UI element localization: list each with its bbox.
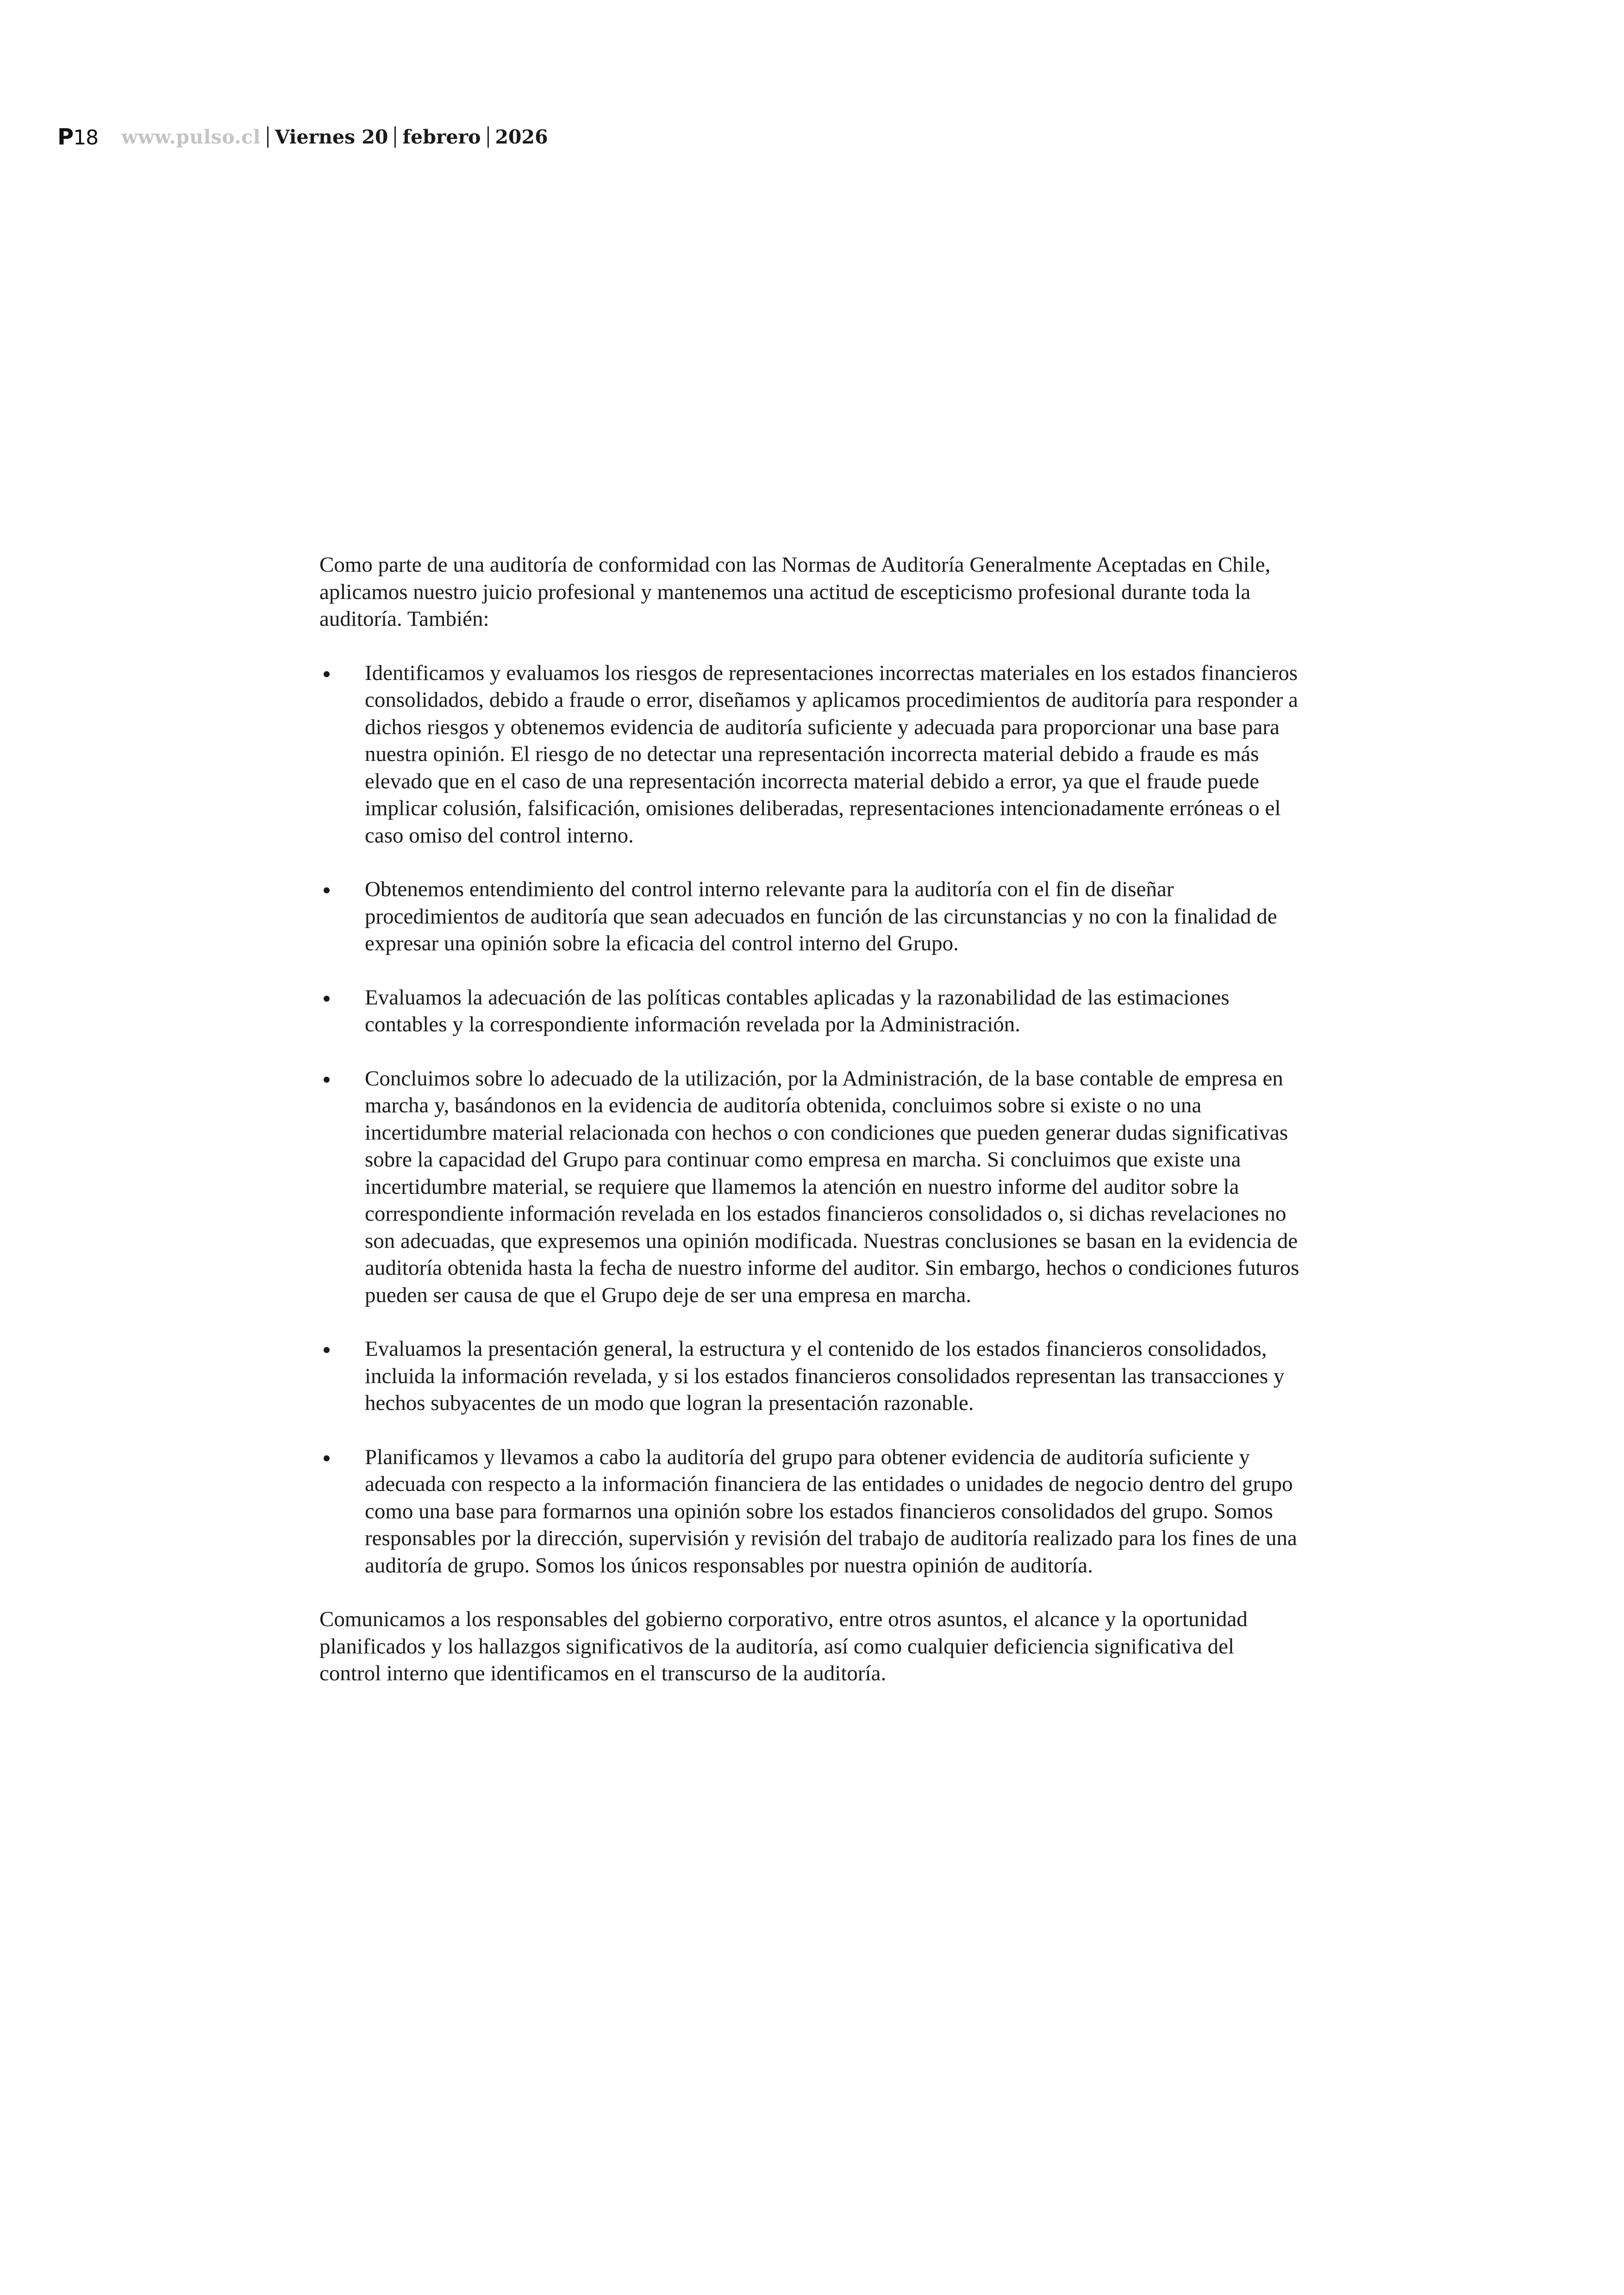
bullet-item: Identificamos y evaluamos los riesgos de representaciones incorrectas materiales en los estados financieros consolidados, debido a fraude o error, diseñamos y aplicamos procedimientos de auditoría para responder a dichos riesgos y obtenemos evidencia de auditoría suficiente y adecuada para proporcionar una base para nuestra opinión. El riesgo de no detectar una representación incorrecta material debido a fraude es más elevado que en el caso de una representación incorrecta material debido a error, ya que el fraude puede implicar colusión, falsificación, omisiones deliberadas, representaciones intencionadamente erróneas o el caso omiso del control interno. (319, 660, 1301, 849)
closing-paragraph: Comunicamos a los responsables del gobierno corporativo, entre otros asuntos, el alcance y la oportunidad planificados y los hallazgos significativos de la auditoría, así como cualquier deficiencia significativa del control interno que identificamos en el transcurso de la auditoría. (319, 1607, 1248, 1685)
bullet-item: Planificamos y llevamos a cabo la auditoría del grupo para obtener evidencia de auditoría suficiente y adecuada con respecto a la información financiera de las entidades o unidades de negocio dentro del grupo como una base para formarnos una opinión sobre los estados financieros consolidados del grupo. Somos responsables por la dirección, supervisión y revisión del trabajo de auditoría realizado para los fines de una auditoría de grupo. Somos los únicos responsables por nuestra opinión de auditoría. (319, 1444, 1301, 1579)
page-letter: P (57, 124, 74, 150)
bullet-item: Obtenemos entendimiento del control interno relevante para la auditoría con el fin de diseñar procedimientos de auditoría que sean adecuados en función de las circunstancias y no con la finalidad de expresar una opinión sobre la eficacia del control interno del Grupo. (319, 876, 1301, 957)
page-header (57, 124, 548, 150)
header-day: Viernes 20 (275, 126, 388, 148)
header-year: 2026 (495, 126, 548, 148)
intro-paragraph: Como parte de una auditoría de conformidad con las Normas de Auditoría Generalmente Aceptadas en Chile, aplicamos nuestro juicio profesional y mantenemos una actitud de escepticismo profesional durante toda la auditoría. También: (319, 553, 1271, 631)
page-number (57, 124, 98, 150)
bullet-item: Evaluamos la presentación general, la estructura y el contenido de los estados financieros consolidados, incluida la información revelada, y si los estados financieros consolidados representan las transacciones y hechos subyacentes de un modo que logran la presentación razonable. (319, 1335, 1301, 1417)
header-divider (267, 126, 269, 148)
bullet-item: Concluimos sobre lo adecuado de la utilización, por la Administración, de la base contable de empresa en marcha y, basándonos en la evidencia de auditoría obtenida, concluimos sobre si existe o no una incertidumbre material relacionada con hechos o con condiciones que pueden generar dudas significativas sobre la capacidad del Grupo para continuar como empresa en marcha. Si concluimos que existe una incertidumbre material, se requiere que llamemos la atención en nuestro informe del auditor sobre la correspondiente información revelada en los estados financieros consolidados o, si dichas revelaciones no son adecuadas, que expresemos una opinión modificada. Nuestras conclusiones se basan en la evidencia de auditoría obtenida hasta la fecha de nuestro informe del auditor. Sin embargo, hechos o condiciones futuros pueden ser causa de que el Grupo deje de ser una empresa en marcha. (319, 1065, 1301, 1309)
header-month: febrero (402, 126, 481, 148)
website-url: www.pulso.cl (121, 126, 261, 148)
page-number-value: 18 (73, 126, 99, 150)
article-body (319, 551, 1301, 1687)
bullet-item: Evaluamos la adecuación de las políticas contables aplicadas y la razonabilidad de las estimaciones contables y la correspondiente información revelada por la Administración. (319, 984, 1301, 1038)
header-divider (487, 126, 489, 148)
header-divider (394, 126, 396, 148)
bullet-list (319, 660, 1301, 1579)
